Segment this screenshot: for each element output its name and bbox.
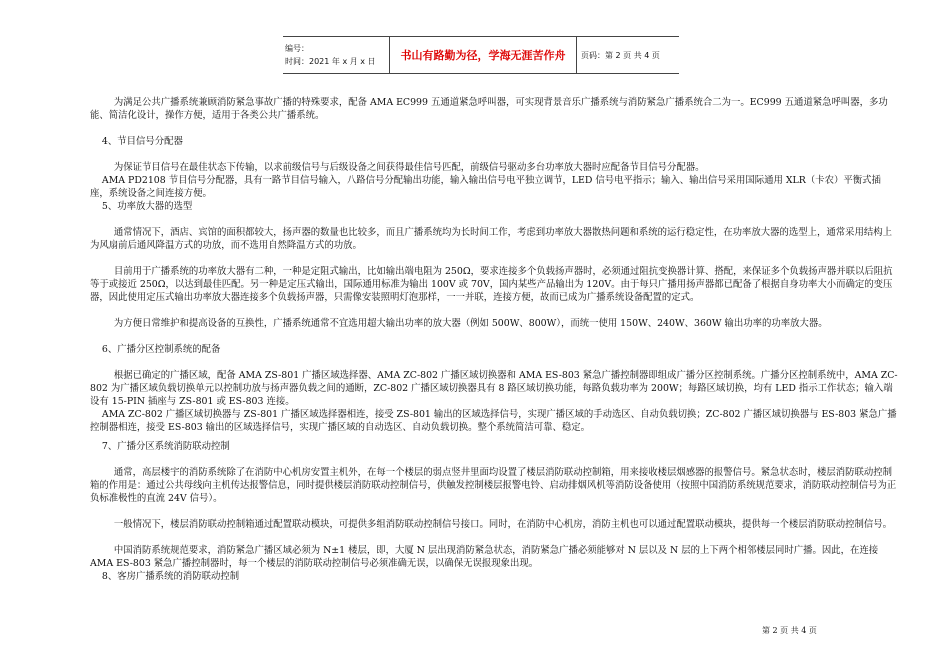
paragraph: 通常情况下，酒店、宾馆的面积都较大，扬声器的数量也比较多，而且广播系统均为长时间工作，考虑到功率放大器散热问题和系统的运行稳定性，在功率放大器的选型上，通常采用结构上为风扇前后通风降温方式的功放，而不选用自然降温方式的功放。 bbox=[90, 227, 892, 251]
paragraph: 根据已确定的广播区域，配备 AMA ZS-801 广播区域选择器、AMA ZC-802 广播区域切换器和 AMA ES-803 紧急广播控制器即组成广播分区控制系统。广播分区控制系统中，AMA ZC-802 为广播区域负载切换单元以控制功放与扬声器负载之间的通断，ZC-802 广播区域切换器具有 8 路区域切换功能，每路负载功率为 200W；每路区域切换，均有 LED 指示工作状态；输入端设有 15-PIN 插座与 ZS-801 或 ES-803 连接。 bbox=[90, 370, 898, 407]
section-heading-4: 4、节目信号分配器 bbox=[90, 136, 183, 147]
paragraph: 为保证节目信号在最佳状态下传输，以求前级信号与后级设备之间获得最佳信号匹配，前级信号驱动多台功率放大器时应配备节目信号分配器。 bbox=[90, 162, 705, 173]
section-heading-7: 7、广播分区系统消防联动控制 bbox=[90, 441, 230, 452]
section-heading-8: 8、客房广播系统的消防联动控制 bbox=[90, 571, 240, 582]
header-number-label: 编号： bbox=[285, 44, 309, 53]
paragraph: AMA PD2108 节目信号分配器，具有一路节目信号输入，八路信号分配输出功能，输入输出信号电平独立调节，LED 信号电平指示；输入、输出信号采用国际通用 XLR（卡农）平衡式插座，系统设备之间连接方便。 bbox=[90, 175, 881, 199]
document-body bbox=[90, 96, 898, 583]
page-header bbox=[283, 36, 679, 74]
paragraph: 通常，高层楼宇的消防系统除了在消防中心机房安置主机外，在每一个楼层的弱点竖井里面均设置了楼层消防联动控制箱，用来接收楼层烟感器的报警信号。紧急状态时，楼层消防联动控制箱的作用是：通过公共母线向主机传达报警信息，同时提供楼层消防联动控制信号，供触发控制楼层报警电铃、启动排烟风机等消防设备使用（按照中国消防系统规范要求，消防联动控制信号为正负标准极性的直流 24V 信号）。 bbox=[90, 467, 897, 504]
header-time-label: 时间：2021 年 x 月 x 日 bbox=[285, 57, 376, 66]
paragraph: 为方便日常维护和提高设备的互换性，广播系统通常不宜选用超大输出功率的放大器（例如 500W、800W），而统一使用 150W、240W、360W 输出功率的功率放大器。 bbox=[90, 318, 828, 329]
paragraph: 目前用于广播系统的功率放大器有二种，一种是定阻式输出，比如输出端电阻为 250Ω，要求连接多个负载扬声器时，必须通过阻抗变换器计算、搭配，来保证多个负载扬声器并联以后阻抗等于或接近 250Ω，以达到最佳匹配。另一种是定压式输出，国际通用标准为输出 100V 或 70V，国内某些产品输出为 120V。由于每只广播用扬声器都已配备了根据自身功率大小而确定的变压器，因此使用定压式输出功率放大器连接多个负载扬声器，只需像安装照明灯泡那样，一一并联，连接方便，故而已成为广播系统设备配置的定式。 bbox=[90, 266, 893, 303]
header-meta bbox=[283, 37, 389, 73]
paragraph: 为满足公共广播系统兼顾消防紧急事故广播的特殊要求，配备 AMA EC999 五通道紧急呼叫器，可实现背景音乐广播系统与消防紧急广播系统合二为一。EC999 五通道紧急呼叫器，多功能、简洁化设计，操作方便，适用于各类公共广播系统。 bbox=[90, 97, 888, 121]
paragraph: AMA ZC-802 广播区域切换器与 ZS-801 广播区域选择器相连，接受 ZS-801 输出的区域选择信号，实现广播区域的手动选区、自动负载切换；ZC-802 广播区域切换器与 ES-803 紧急广播控制器相连，接受 ES-803 输出的区域选择信号，实现广播区域的自动选区、自动负载切换。整个系统简洁可靠、稳定。 bbox=[90, 409, 897, 433]
header-motto: 书山有路勤为径，学海无涯苦作舟 bbox=[389, 37, 577, 73]
header-page-info: 页码：第 2 页 共 4 页 bbox=[581, 50, 660, 60]
section-heading-5: 5、功率放大器的选型 bbox=[90, 201, 193, 212]
paragraph: 一般情况下，楼层消防联动控制箱通过配置联动模块，可提供多组消防联动控制信号接口。同时，在消防中心机房，消防主机也可以通过配置联动模块，提供每一个楼层消防联动控制信号。 bbox=[90, 519, 892, 530]
section-heading-6: 6、广播分区控制系统的配备 bbox=[90, 344, 221, 355]
paragraph: 中国消防系统规范要求，消防紧急广播区域必须为 N±1 楼层，即，大厦 N 层出现消防紧急状态，消防紧急广播必须能够对 N 层以及 N 层的上下两个相邻楼层同时广播。因此，在连接 AMA ES-803 紧急广播控制器时，每一个楼层的消防联动控制信号必须准确无误，以确保无误报现象出现。 bbox=[90, 545, 882, 569]
page-footer: 第 2 页 共 4 页 bbox=[762, 626, 817, 635]
